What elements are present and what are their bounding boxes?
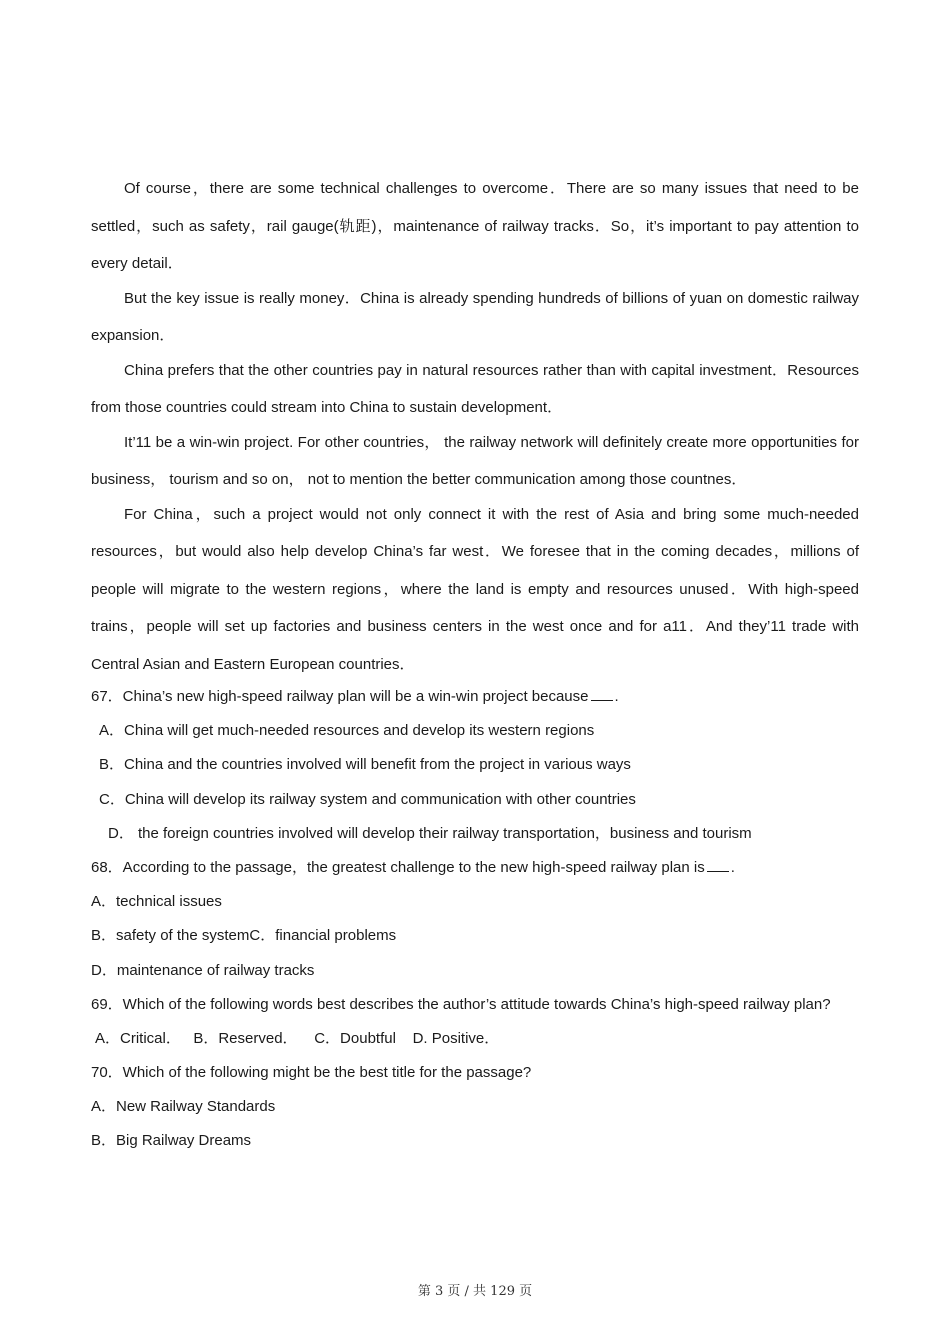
question-69 — [91, 988, 859, 1056]
option-a: A．China will get much-needed resources and develop its western regions — [99, 722, 595, 740]
question-67 — [91, 680, 859, 851]
answer-blank — [591, 686, 613, 701]
option-b: B．Big Railway Dreams — [91, 1132, 252, 1150]
passage-paragraph-4: It’11 be a win-win project. For other countries， the railway network will definitely create more opportunities for business， tourism and so on， not to mention the better communication among those countnes． — [91, 433, 859, 488]
option-d: D．maintenance of railway tracks — [91, 961, 315, 979]
question-stem: 67．China’s new high-speed railway plan will be a win-win project because . — [91, 688, 619, 705]
option-d: D． the foreign countries involved will develop their railway transportation，business and tourism — [108, 824, 752, 842]
question-stem: 69．Which of the following words best describes the author’s attitude towards China’s high-speed railway plan? — [91, 995, 831, 1013]
page-footer: 第 3 页 / 共 129 页 — [417, 1284, 533, 1299]
answer-blank — [707, 857, 729, 872]
question-stem: 68．According to the passage，the greatest challenge to the new high-speed railway plan is . — [91, 858, 735, 876]
options-row: A．Critical． B．Reserved． C．Doubtful D. Positive． — [95, 1029, 500, 1047]
option-b-c: B．safety of the systemC．financial problems — [91, 927, 397, 945]
question-70 — [91, 1056, 859, 1159]
question-68 — [91, 851, 859, 988]
option-c: C．China will develop its railway system and communication with other countries — [99, 790, 636, 808]
passage-paragraph-2: But the key issue is really money．China is already spending hundreds of billions of yuan on domestic railway expansion． — [91, 289, 859, 344]
option-a: A．New Railway Standards — [91, 1098, 276, 1116]
option-a: A．technical issues — [91, 893, 222, 911]
question-stem: 70．Which of the following might be the best title for the passage? — [91, 1064, 532, 1082]
page-content — [91, 170, 859, 1159]
passage-paragraph-3: China prefers that the other countries pay in natural resources rather than with capital investment．Resources from those countries could stream into China to sustain development． — [91, 361, 859, 416]
option-b: B．China and the countries involved will benefit from the project in various ways — [99, 756, 631, 774]
passage-paragraph-1: Of course，there are some technical challenges to overcome．There are so many issues that need to be settled，such as safety，rail gauge(轨距)，maintenance of railway tracks．So，it’s important to pay attention to every detail． — [91, 180, 859, 272]
passage-paragraph-5: For China，such a project would not only connect it with the rest of Asia and bring some much-needed resources，but would also help develop China’s far west．We foresee that in the coming decades，millions of people will migrate to the western regions，where the land is empty and resources unused．With high-speed trains，people will set up factories and business centers in the west once and for a11．And they’11 trade with Central Asian and Eastern European countries． — [91, 505, 859, 673]
